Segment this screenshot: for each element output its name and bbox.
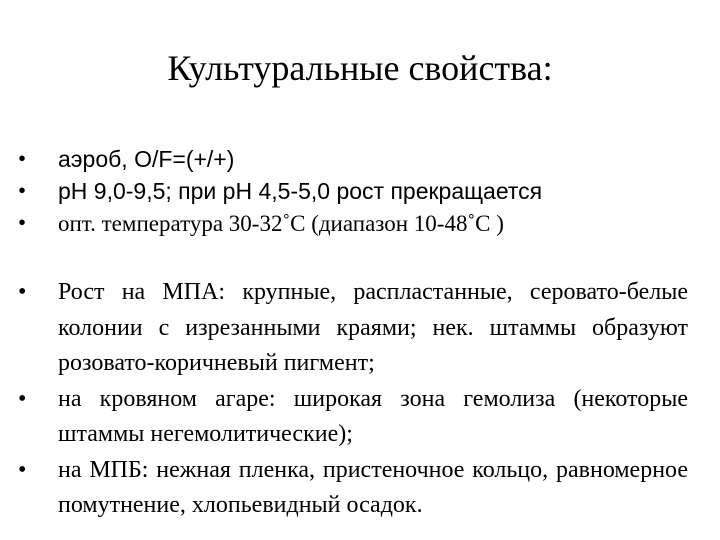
list-item xyxy=(18,453,688,524)
bullet-icon: • xyxy=(18,385,27,412)
list-item xyxy=(18,143,688,175)
slide-title: Культуральные свойства: xyxy=(167,48,553,88)
bullet-icon: • xyxy=(18,456,27,483)
list-item-text: Рост на МПА: крупные, распластанные, серовато-белые колонии с изрезанными краями; нек. штаммы образуют розовато-коричневый пигмент; xyxy=(58,279,688,376)
bullet-icon: • xyxy=(18,146,27,171)
bullet-icon: • xyxy=(18,279,27,305)
bullet-icon: • xyxy=(18,178,27,203)
properties-list-basic xyxy=(18,143,688,240)
list-item xyxy=(18,275,688,382)
list-item xyxy=(18,207,688,240)
list-item-text: на МПБ: нежная пленка, пристеночное кольцо, равномерное помутнение, хлопьевидный осадок. xyxy=(58,456,688,518)
list-item-text: pH 9,0-9,5; при pH 4,5-5,0 рост прекращается xyxy=(58,178,543,204)
list-item xyxy=(18,175,688,207)
list-item-text: на кровяном агаре: широкая зона гемолиза (некоторые штаммы негемолитические); xyxy=(58,385,688,447)
list-item-text: аэроб, O/F=(+/+) xyxy=(58,146,235,172)
list-item xyxy=(18,382,688,453)
bullet-icon: • xyxy=(18,210,27,235)
properties-list-growth xyxy=(18,275,688,524)
list-item-text: опт. температура 30-32˚С (диапазон 10-48˚С ) xyxy=(58,211,504,236)
